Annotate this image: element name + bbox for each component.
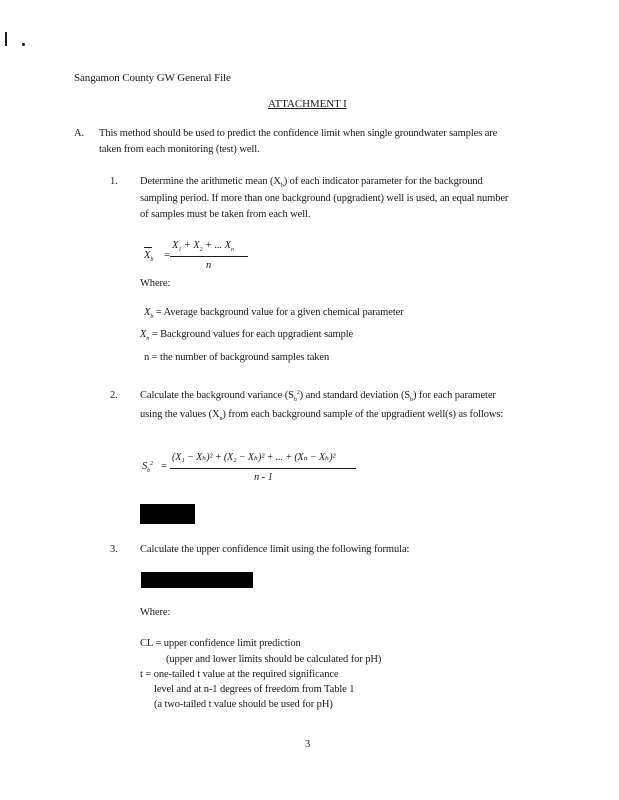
mean-formula-eq: = xyxy=(164,250,170,261)
mean-formula-numerator: $X_1 + X_2$ + ... $X_n$ xyxy=(172,240,234,253)
step-2-line-2: using the values $(X_n)$ from each background sample of the upgradient well(s) as follows: xyxy=(140,409,504,422)
page-number: 3 xyxy=(305,739,311,750)
step-2-line-1: Calculate the background variance $(S_b^2)$ and standard deviation $(S_b)$ for each parameter xyxy=(140,390,496,403)
definition-t-note: (a two-tailed t value should be used for pH) xyxy=(154,699,333,710)
scan-speck xyxy=(5,32,7,46)
redacted-block xyxy=(140,504,195,524)
variance-formula-denominator: n - 1 xyxy=(254,472,273,483)
attachment-title: ATTACHMENT I xyxy=(268,98,347,110)
definition-xb: $X_b$ = Average background value for a given chemical parameter xyxy=(144,307,404,320)
mean-formula-denominator: n xyxy=(206,260,212,271)
section-intro-line-2: taken from each monitoring (test) well. xyxy=(99,144,260,155)
definition-t: t = one-tailed t value at the required significance xyxy=(140,669,339,680)
definition-n: n = the number of background samples taken xyxy=(144,352,330,363)
variance-formula-eq: = xyxy=(161,461,167,472)
scan-speck xyxy=(22,43,25,46)
section-intro-line-1: This method should be used to predict the confidence limit when single groundwater samples are xyxy=(99,128,498,139)
definition-cl: CL = upper confidence limit prediction xyxy=(140,638,301,649)
mean-bar xyxy=(144,247,152,248)
definition-cl-note: (upper and lower limits should be calculated for pH) xyxy=(166,654,382,665)
file-title: Sangamon County GW General File xyxy=(74,72,231,84)
step-3-number: 3. xyxy=(110,544,118,555)
step-3-where: Where: xyxy=(140,607,171,618)
step-1-line-2: sampling period. If more than one background (upgradient) well is used, an equal number xyxy=(140,193,509,204)
definition-t-cont: level and at n-1 degrees of freedom from Table 1 xyxy=(154,684,355,695)
step-3-line-1: Calculate the upper confidence limit using the following formula: xyxy=(140,544,410,555)
section-letter: A. xyxy=(74,128,85,139)
step-1-line-3: of samples must be taken from each well. xyxy=(140,209,311,220)
step-1-line-1: Determine the arithmetic mean $(X_b)$ of each indicator parameter for the background xyxy=(140,176,483,189)
mean-formula-lhs: $X_b$ xyxy=(144,250,154,263)
step-1-where: Where: xyxy=(140,278,171,289)
definition-xn: $X_n$ = Background values for each upgradient sample xyxy=(140,329,354,342)
step-1-number: 1. xyxy=(110,176,118,187)
variance-formula-lhs: $S_b^2$ xyxy=(142,461,153,474)
step-2-number: 2. xyxy=(110,390,118,401)
variance-formula-numerator: (X₁ − Xₕ)² + (X₂ − Xₕ)² + ... + (Xₙ − Xₕ)² xyxy=(172,452,336,463)
mean-fraction-bar xyxy=(170,256,248,257)
variance-fraction-bar xyxy=(170,468,356,469)
redacted-formula xyxy=(141,572,253,588)
